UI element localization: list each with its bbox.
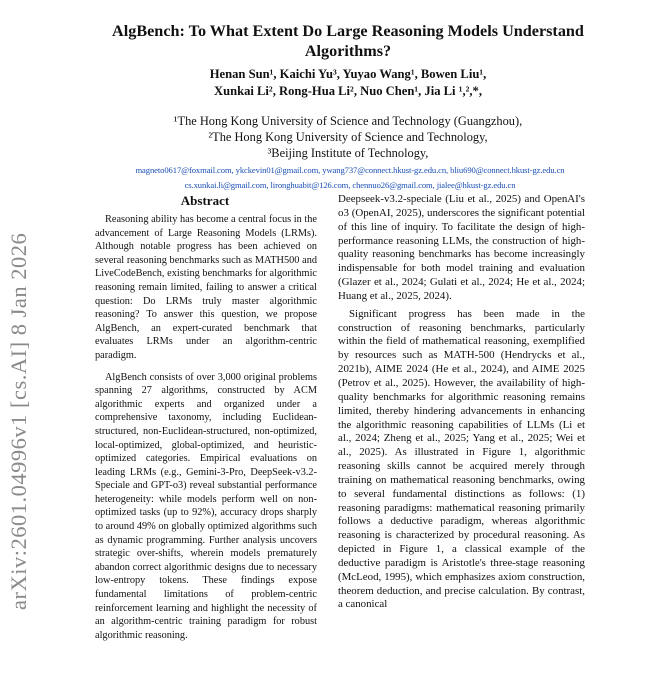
affiliation-2: ²The Hong Kong University of Science and Technology, [208, 130, 488, 144]
abstract-body [95, 213, 317, 650]
email-list [60, 163, 640, 193]
authors-line-2: Xunkai Li², Rong-Hua Li², Nuo Chen¹, Jia Li ¹,²,*, [213, 84, 483, 98]
abstract-paragraph-2: AlgBench consists of over 3,000 original problems spanning 27 algorithms, constructed by ACM algorithmic experts and organized under a comprehensive taxonomy, including Euclidean-structured, non-Euclidean-structured, non-optimized, local-optimized, global-optimized, and heuristic-optimized categories. Empirical evaluations on leading LRMs (e.g., Gemini-3-Pro, DeepSeek-v3.2-Speciale and GPT-o3) reveal substantial performance heterogeneity: while models perform well on non-optimized tasks (up to 92%), accuracy drops sharply to around 49% on globally optimized algorithms such as dynamic programming. Further analysis uncovers strategic over-shifts, wherein models prematurely abandon correct algorithmic designs due to necessary low-entropy tokens. These findings expose fundamental limitations of problem-centric reinforcement learning and highlight the necessity of an algorithm-centric training paradigm for robust algorithmic reasoning. [95, 371, 317, 641]
abstract-heading: Abstract [180, 193, 230, 208]
intro-paragraph-2: Significant progress has been made in the construction of reasoning benchmarks, particularly within the field of mathematical reasoning, exemplified by resources such as MATH-500 (Hendrycks et al., 2021b), AIME 2024 (He et al., 2024), and AIME 2025 (Petrov et al., 2025). However, the availability of high-quality benchmarks for algorithmic reasoning remains limited, thereby hindering advancements in enhancing the algorithmic reasoning capabilities of LLMs (Li et al., 2024; Zheng et al., 2025; Yang et al., 2025; Wei et al., 2025). As illustrated in Figure 1, algorithmic reasoning skills cannot be acquired merely through training on mathematical reasoning benchmarks, owing to several fundamental distinctions as follows: (1) reasoning paradigms: mathematical reasoning primarily follows a deductive paradigm, whereas algorithmic reasoning is characterized by procedural reasoning. As depicted in Figure 1, a classical example of the deductive paradigm is Aristotle's three-stage reasoning (McLeod, 1995), which emphasizes axiom construction, theorem deduction, and precise calculation. By contrast, a canonical [338, 307, 585, 611]
emails-line-1[interactable]: magneto0617@foxmail.com, ykckevin01@gmail.com, ywang737@connect.hkust-gz.edu.cn, bliu690@connect.hkust-gz.edu.cn [135, 165, 565, 175]
affiliation-1: ¹The Hong Kong University of Science and Technology (Guangzhou), [173, 114, 523, 128]
authors-line-1: Henan Sun¹, Kaichi Yu³, Yuyao Wang¹, Bowen Liu¹, [209, 67, 487, 81]
emails-line-2[interactable]: cs.xunkai.li@gmail.com, lironghuabit@126.com, chennuo26@gmail.com, jialee@hkust-gz.edu.cn [184, 180, 516, 190]
paper-title: AlgBench: To What Extent Do Large Reasoning Models Understand Algorithms? [112, 22, 584, 60]
affiliation-3: ³Beijing Institute of Technology, [267, 146, 429, 160]
intro-paragraph-1: Deepseek-v3.2-speciale (Liu et al., 2025) and OpenAI's o3 (OpenAI, 2025), underscores the significant potential of this line of inquiry. To facilitate the design of high-performance reasoning LLMs, the construction of high-quality reasoning benchmarks has become increasingly indispensable for both model training and evaluation (Glazer et al., 2024; Gulati et al., 2024; He et al., 2024; Huang et al., 2025, 2024). [338, 193, 585, 302]
arxiv-side-label: arXiv:2601.04996v1 [cs.AI] 8 Jan 2026 [6, 232, 31, 610]
affiliations [70, 113, 626, 161]
author-list [70, 66, 626, 100]
abstract-paragraph-1: Reasoning ability has become a central focus in the advancement of Large Reasoning Models (LRMs). Although notable progress has been achieved on several reasoning benchmarks such as MATH500 and LiveCodeBench, existing benchmarks for algorithmic reasoning remain limited, failing to answer a critical question: Do LRMs truly master algorithmic reasoning? To answer this question, we propose AlgBench, an expert-curated benchmark that evaluates LRMs under an algorithm-centric paradigm. [95, 214, 317, 361]
introduction-column [338, 193, 585, 616]
